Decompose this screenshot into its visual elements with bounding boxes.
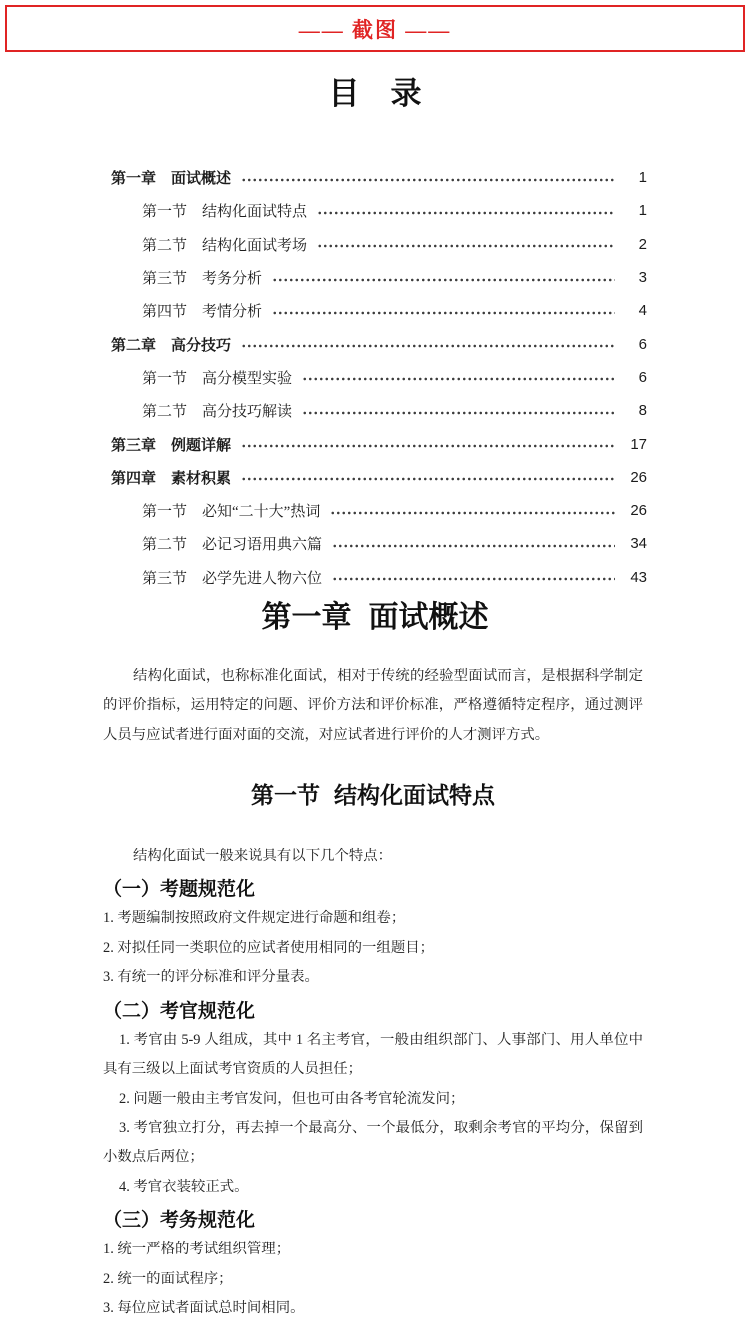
toc-entry-label: 第一节 结构化面试特点 <box>142 204 308 221</box>
toc-page-number: 2 <box>638 235 647 253</box>
toc-page-number: 6 <box>638 368 647 386</box>
toc-entry-section <box>103 394 647 427</box>
list-item: 3. 考官独立打分，再去掉一个最高分、一个最低分，取剩余考官的平均分，保留到小数点后两位； <box>103 1119 643 1166</box>
subsection-3-heading: （三）考务规范化 <box>103 1210 256 1232</box>
toc-dot-leader <box>241 177 615 183</box>
toc-entry-section <box>103 361 647 394</box>
toc-entry-label: 第三节 必学先进人物六位 <box>142 570 323 587</box>
toc-entry-chapter-1 <box>103 161 647 194</box>
list-item: 1. 考题编制按照政府文件规定进行命题和组卷； <box>103 910 406 927</box>
toc-page-number: 6 <box>638 335 647 353</box>
toc-entry-label: 第四节 考情分析 <box>142 304 263 321</box>
toc-dot-leader <box>332 543 615 549</box>
subsection-3 <box>103 1207 643 1323</box>
toc-page-number: 26 <box>630 502 647 520</box>
toc-entry-section <box>103 194 647 227</box>
chapter-title: 面试概述 <box>368 600 489 634</box>
screenshot-banner-label: —— 截图 —— <box>298 17 452 42</box>
toc-dot-leader <box>302 410 615 416</box>
toc-entry-section <box>103 561 647 594</box>
toc-entry-chapter-3 <box>103 427 647 460</box>
toc-page-number: 1 <box>638 169 647 187</box>
section-heading <box>103 779 643 812</box>
chapter-heading <box>0 600 750 635</box>
toc-page-number: 3 <box>638 269 647 287</box>
toc-entry-chapter-2 <box>103 327 647 360</box>
toc-dot-leader <box>302 376 615 382</box>
toc-dot-leader <box>272 310 615 316</box>
toc-dot-leader <box>332 576 615 582</box>
subsection-1-heading: （一）考题规范化 <box>103 879 256 901</box>
toc-entry-label: 第二章 高分技巧 <box>111 336 232 354</box>
toc-entry-label: 第二节 必记习语用典六篇 <box>142 537 323 554</box>
toc-page-number: 1 <box>638 202 647 220</box>
list-item: 4. 考官衣装较正式。 <box>119 1178 249 1195</box>
table-of-contents <box>103 161 647 594</box>
subsection-2 <box>103 998 643 1202</box>
toc-entry-label: 第四章 素材积累 <box>111 469 232 487</box>
toc-entry-label: 第三节 考务分析 <box>142 271 263 288</box>
toc-entry-label: 第二节 高分技巧解读 <box>142 404 293 421</box>
section-number: 第一节 <box>251 782 320 809</box>
toc-dot-leader <box>241 476 615 482</box>
toc-entry-label: 第一章 面试概述 <box>111 170 232 188</box>
toc-dot-leader <box>241 443 615 449</box>
toc-entry-section <box>103 261 647 294</box>
toc-dot-leader <box>317 210 615 216</box>
list-item: 3. 有统一的评分标准和评分量表。 <box>103 969 319 986</box>
toc-dot-leader <box>241 343 615 349</box>
list-item: 1. 考官由 5-9 人组成，其中 1 名主考官，一般由组织部门、人事部门、用人单位中具有三级以上面试考官资质的人员担任； <box>103 1031 643 1078</box>
toc-entry-section <box>103 294 647 327</box>
screenshot-banner <box>5 5 745 52</box>
toc-page-number: 34 <box>630 535 647 553</box>
toc-entry-label: 第一节 高分模型实验 <box>142 370 293 387</box>
toc-title: 目 录 <box>328 76 422 111</box>
toc-entry-section <box>103 527 647 560</box>
list-item: 2. 对拟任同一类职位的应试者使用相同的一组题目； <box>103 939 434 956</box>
list-item: 2. 统一的面试程序； <box>103 1270 233 1287</box>
toc-dot-leader <box>330 510 615 516</box>
list-item: 3. 每位应试者面试总时间相同。 <box>103 1299 305 1316</box>
list-item: 2. 问题一般由主考官发问，但也可由各考官轮流发问； <box>119 1090 465 1107</box>
toc-page-number: 4 <box>638 302 647 320</box>
toc-entry-label: 第二节 结构化面试考场 <box>142 237 308 254</box>
toc-entry-label: 第一节 必知“二十大”热词 <box>142 504 321 521</box>
subsection-1 <box>103 876 643 992</box>
toc-entry-label: 第三章 例题详解 <box>111 436 232 454</box>
chapter-body <box>103 662 643 1324</box>
toc-page-number: 17 <box>630 435 647 453</box>
toc-dot-leader <box>317 243 615 249</box>
chapter-intro-paragraph: 结构化面试，也称标准化面试，相对于传统的经验型面试而言，是根据科学制定的评价指标，运用特定的问题、评价方法和评价标准，严格遵循特定程序，通过测评人员与应试者进行面对面的交流，对应试者进行评价的人才测评方式。 <box>103 667 643 743</box>
toc-entry-chapter-4 <box>103 461 647 494</box>
toc-entry-section <box>103 228 647 261</box>
toc-page-number: 43 <box>630 568 647 586</box>
toc-page-number: 8 <box>638 402 647 420</box>
chapter-number: 第一章 <box>261 600 352 634</box>
list-item: 1. 统一严格的考试组织管理； <box>103 1241 291 1258</box>
toc-page-number: 26 <box>630 468 647 486</box>
section-intro-line: 结构化面试一般来说具有以下几个特点： <box>133 848 393 865</box>
section-title: 结构化面试特点 <box>334 782 495 809</box>
toc-entry-section <box>103 494 647 527</box>
subsection-2-heading: （二）考官规范化 <box>103 1000 256 1022</box>
toc-dot-leader <box>272 277 615 283</box>
